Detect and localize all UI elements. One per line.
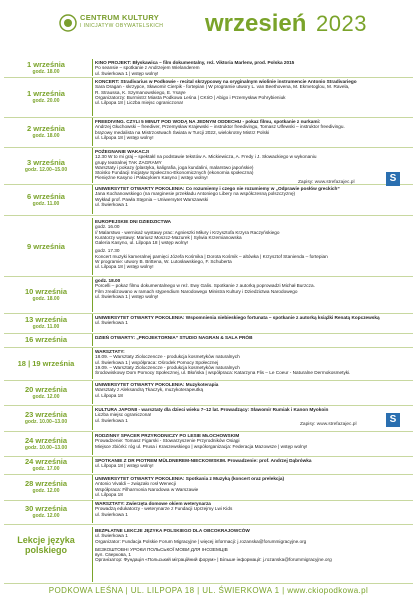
event-line: Prowadzenie: Tomasz Figarski - Stowarzyszenie Przyrodników Osiągi	[95, 438, 240, 444]
event-line: ul. Lilpopa 18 | wstęp wolny!	[95, 463, 154, 469]
event-line: Prowadzą edukatorzy - weterynarze z Fundacji Uprzejmy Lwi Kids	[95, 506, 233, 512]
event-row	[0, 457, 417, 473]
event-row	[0, 185, 417, 214]
event-line: KULTURA JAPONII - warsztaty dla dzieci wieku 7–12 lat. Prowadzący: Sławomir Rumiak i Kanon Myokoin	[95, 407, 329, 412]
event-line: вул. Сверкова, 1	[95, 552, 131, 558]
event-date-block	[4, 243, 88, 251]
event-line: БЕЗКОШТОВНІ УРОКИ ПОЛЬСЬКОЇ МОВИ ДЛЯ ІНОЗЕМЦІВ	[95, 546, 228, 552]
divider	[92, 457, 93, 473]
page-title: wrzesień	[205, 10, 307, 37]
event-line: ul. Świerkowa 1 | współpraca: Ośrodek Pomocy Społecznej	[95, 359, 219, 365]
event-date-block	[4, 336, 88, 344]
event-time: godz. 11.00	[32, 324, 60, 330]
event-details	[95, 79, 413, 105]
event-date-block	[4, 61, 88, 75]
event-details	[95, 119, 413, 140]
event-line: Po seansie – spotkanie z Andrzejem Wielanderem	[95, 65, 200, 71]
event-date-block	[4, 505, 88, 519]
event-line: ul. Lilpopa 18 | wstęp wolny!	[95, 264, 154, 270]
event-line: R. Straussa, K. Szymanowskiego, E. Ysaÿe	[95, 89, 186, 95]
event-date: 2 września	[27, 124, 65, 133]
event-date-block	[4, 411, 88, 425]
header	[0, 0, 417, 48]
event-details	[95, 315, 413, 326]
divider	[92, 78, 93, 116]
event-row	[0, 59, 417, 76]
event-details	[95, 501, 413, 517]
event-time: godz. 12.00	[32, 512, 60, 519]
event-line: // Malarstwo - wernisaż wystawy prac: Agnieszki Miłury i Krzysztofa Krzyra Raczyńskiego	[95, 229, 280, 235]
strefa-badge-icon: S	[386, 172, 400, 186]
divider	[92, 218, 93, 275]
event-line: Організатор: Фундація «Польський міграційний форум» | Більше інформації: j.rozanska@forummigracyjne.org	[95, 557, 332, 563]
event-line: ul. Świerkowa 1 | wstęp wolny!	[95, 293, 159, 299]
event-details	[95, 349, 413, 375]
divider	[92, 185, 93, 214]
divider	[92, 500, 93, 523]
event-line: KONCERT: Stradivarius w Podkowie - recital skrzypcowy na oryginalnym wiolinie instrumencie Antonio Stradivariego	[95, 79, 357, 84]
event-date: 1 września	[27, 59, 65, 69]
divider	[92, 59, 93, 76]
event-line: Film zrealizowano w ramach stypendium Narodowego Ministra Kultury i Dziedzictwa Narodowego	[95, 288, 298, 294]
event-line: Warsztaty i pokazy (plastyka, kaligrafia, joga kundalini, malarstwo japońskie)	[95, 164, 254, 170]
event-time: godz. 18.00	[32, 133, 60, 139]
event-date: 16 września	[24, 335, 68, 344]
event-date: 1 września	[27, 89, 65, 98]
event-row	[0, 432, 417, 455]
logo-text-main: CENTRUM KULTURY	[80, 13, 160, 22]
event-line: ul. Lilpopa 18	[95, 491, 123, 497]
event-time: godz. 20.00	[32, 98, 60, 104]
event-line: UNIWERSYTET OTWARTY POKOLENIA: Co rozumiemy i czego nie rozumiemy w „Odprawie posłów greckich”	[95, 186, 340, 191]
event-date: 3 września	[27, 157, 65, 167]
strefa-badge-icon-2: S	[386, 413, 400, 427]
event-date: 18 | 19 września	[17, 358, 75, 368]
event-date: 23 września	[24, 410, 68, 419]
event-time: godz. 18.00	[32, 295, 60, 302]
divider	[92, 527, 93, 582]
divider	[92, 314, 93, 332]
event-date-block	[4, 386, 88, 400]
divider	[92, 406, 93, 430]
event-date-block	[4, 535, 88, 555]
event-line: Współpraca: Filharmonia Narodowa w Warszawie	[95, 486, 199, 492]
event-line: Organizator: Fundacja Polskie Forum Migracyjne | więcej informacji: j.rozanska@forummigracyjne.org	[95, 538, 307, 544]
event-date: 30 września	[24, 503, 68, 513]
event-line: Antonio Vivaldi – związało rosł Wenecji	[95, 481, 176, 487]
event-line: Koncert muzyki kameralnej pamięci Józefa Kośmika | Dorota Kośmik – altówka | Krzysztof Stanienda – fortepian	[95, 253, 328, 259]
event-line: 18.09. – Warsztaty Zioloczencze - produkcja kosmetyków naturalnych	[95, 354, 240, 360]
event-line: POŻEGNANIE WAKACJI	[95, 149, 149, 154]
event-line: Pieniężne Kasyno i Pałacykiem Kasyno | wstęp wolny!	[95, 175, 208, 181]
event-line: 19.09. – Warsztaty Zioloczencze - produkcja kosmetyków naturalnych	[95, 364, 240, 370]
event-line: ul. Świerkowa 1	[95, 511, 128, 517]
event-row	[0, 500, 417, 523]
event-details	[95, 60, 413, 76]
event-line: BEZPŁATNE LEKCJE JĘZYKA POLSKIEGO DLA OBCOKRAJOWCÓW	[95, 528, 250, 533]
row-separator	[4, 524, 413, 525]
event-date: 6 września	[27, 191, 65, 201]
row-separator	[4, 215, 413, 216]
event-date-block	[4, 159, 88, 173]
divider	[92, 432, 93, 455]
event-line: Liczba miejsc ograniczona!	[95, 412, 152, 418]
event-line: UNIWERSYTET OTWARTY POKOLENIA: Muzykoterapia	[95, 382, 219, 387]
event-line: ul. Świerkowa 1	[95, 320, 128, 326]
event-time: godz. 12.00	[32, 488, 60, 494]
event-line: ul. Świerkowa 1	[95, 533, 128, 539]
event-time: godz. 18.00	[32, 68, 60, 75]
event-row	[0, 527, 417, 582]
event-details	[95, 407, 413, 423]
event-line: ul. Lilpopa 18 | wstęp wolny!	[95, 134, 154, 140]
event-line: Organizatorzy: Burmistrz Miasta Podkowa Leśna | CKIiO | Abigo i Przemysław Pohrybieniuk	[95, 94, 286, 100]
event-line: ul. Świerkowa 1 | wstęp wolny!	[95, 70, 159, 76]
event-row	[0, 118, 417, 146]
signup-link-1[interactable]: Zapisy: www.strefazajec.pl	[298, 180, 355, 185]
event-date-block	[4, 360, 88, 368]
divider	[92, 381, 93, 404]
event-details	[95, 382, 413, 398]
event-details	[95, 433, 413, 449]
event-line: Andrzej Głuchowski – freediver, Przemysław Krajewski – instruktor freedivingu, Tomasz Ulfewski – instruktor freedivingu.	[95, 124, 345, 130]
event-details	[95, 186, 413, 207]
event-time: godz. 10.00–13.00	[24, 444, 68, 451]
event-line: godz. 16.00	[95, 224, 120, 230]
event-date: 24 września	[24, 435, 68, 445]
event-line: Warsztaty z Aleksandrą Tkaczyk, muzykoterapeutką	[95, 387, 204, 393]
footer: PODKOWA LEŚNA | UL. LILPOPA 18 | UL. ŚWIERKOWA 1 | www.ckiopodkowa.pl	[48, 586, 369, 595]
event-date: 10 września	[24, 286, 68, 296]
event-date-block	[4, 125, 88, 139]
row-separator	[4, 583, 413, 584]
event-line: grupy teatralnej TAK ZAGRAMY	[95, 159, 162, 165]
event-row	[0, 218, 417, 275]
event-time: godz. 12.00–15.00	[24, 166, 68, 173]
event-date-block	[4, 193, 88, 207]
event-line: ul. Lilpopa 18 | Liczba miejsc ograniczona!	[95, 100, 183, 106]
event-date-block	[4, 458, 88, 472]
event-line: FREEDIVING. CZYLI 5 MINUT POD WODĄ NA JEDNYM ODDECHU - pokaz filmu, spotkanie z nurkami:	[95, 119, 321, 124]
event-row	[0, 334, 417, 346]
event-line: Galeria Kasyno, ul. Lilpopa 18 | wstęp wolny!	[95, 240, 189, 246]
event-line: Środowiskowy Dom Pomocy Społecznej, ul. Błońska | współpraca: Katarzyna Flis – Le Coeur - Naturalne Dermokosmetyki.	[95, 370, 351, 376]
event-date: 24 września	[24, 457, 68, 466]
event-row	[0, 78, 417, 116]
event-line: Porcelli – pokaz filmu dokumentalnego w reż. Ewy Galis. Spotkanie z autorką poprowadzi Michał Burzcza.	[95, 283, 315, 289]
event-date: 9 września	[27, 241, 65, 251]
event-line: W programie: utwory B. Brittena, W. Lutosławskiego, F. Schuberta	[95, 259, 232, 265]
event-details	[95, 458, 413, 469]
event-line: Kuratorzy wystawy: Mariusz Moszcz-Mazurek | Sylwia Krzemianowska	[95, 234, 242, 240]
event-line: 12.30 W to mi graj – spektakl na podstawie tekstów A. Mickiewicza, A. Fredy i J. Słowackiego w wykonaniu	[95, 154, 317, 160]
logo-text-sub: I INICJATYW OBYWATELSKICH	[80, 23, 164, 29]
event-row	[0, 148, 417, 183]
divider	[92, 334, 93, 346]
event-line: Sara Dragan - skrzypce, Sławomir Cierpik - fortepian | W programie utwory L. van Beethovena, M. Ekmetoglou, M. Ravela,	[95, 84, 350, 90]
event-date: Lekcje języka polskiego	[17, 535, 75, 555]
event-line: Wykład prof. Pawła Stępnia – Uniwersytet Warszawski	[95, 196, 209, 202]
event-time: godz. 11.00	[32, 200, 60, 207]
event-row	[0, 277, 417, 312]
event-details	[95, 278, 413, 299]
event-line: ul. Lilpopa 18	[95, 392, 123, 398]
event-line: RODZINNY SPACER PRZYRODNICZY PO LESIE MŁOCHOWSKIM	[95, 433, 240, 438]
event-line: Miejsce zbiórki: róg ul. Prusa i Kraszewskiego | współorganizacja: Federacja Mazowsze | wstęp wolny!	[95, 443, 308, 449]
event-line: KINO PROJEKT: Błyskawica – film dokumentalny, reż. Viktoria Marlenv, prod. Polska 2015	[95, 60, 295, 65]
event-date: 28 września	[24, 479, 68, 488]
event-line: UNIWERSYTET OTWARTY POKOLENIA: Spotkania z Muzyką (koncert oraz prelekcja)	[95, 476, 285, 481]
event-date-block	[4, 288, 88, 302]
event-row	[0, 348, 417, 379]
event-date-block	[4, 90, 88, 104]
event-line: godz. 17.30	[95, 248, 120, 254]
event-details	[95, 149, 413, 181]
event-date: 20 września	[24, 384, 68, 394]
event-line: SPOTKANIE Z DR PIOTREM MÜLDNEREM-NIECKOWSKIM. Prowadzenie: prof. Andrzej Dąbrówka	[95, 458, 312, 463]
event-line: godz. 18.00	[95, 278, 121, 283]
logo	[58, 11, 164, 35]
divider	[92, 148, 93, 183]
event-line: DZIEŃ OTWARTY: „PROJEKTORNIA” STUDIO NAGRAN & SALA PRÓB	[95, 335, 253, 340]
page-year: 2023	[316, 11, 367, 36]
event-line: Jana Kochanowskiego (na marginesie przekładu Antoniego Libery na współczesną polszczyznę)	[95, 191, 296, 197]
event-line: EUROPEJSKIE DNI DZIEDZICTWA	[95, 219, 172, 224]
event-line: WARSZTATY: Zwierzęta domowe okiem weterynarza	[95, 501, 211, 506]
event-time: godz. 10.00–13.00	[24, 419, 68, 425]
event-row	[0, 381, 417, 404]
event-line: UNIWERSYTET OTWARTY POKOLENIA: Wspomnienia niebieskiego fortunata – spotkanie z autorką książki Renatą Kopczewską	[95, 315, 380, 320]
divider	[92, 348, 93, 379]
divider	[92, 118, 93, 146]
event-date: 13 września	[24, 315, 68, 324]
event-line: WARSZTATY:	[95, 349, 125, 354]
event-row	[0, 314, 417, 332]
event-time: godz. 12.00	[32, 393, 60, 400]
event-date-block	[4, 480, 88, 494]
event-details	[95, 528, 413, 563]
divider	[92, 475, 93, 499]
event-date-block	[4, 316, 88, 330]
signup-link-2[interactable]: Zapisy: www.strefazajec.pl	[300, 422, 357, 427]
event-details	[95, 335, 413, 340]
event-details	[95, 219, 413, 270]
event-time: godz. 17.00	[32, 466, 60, 472]
event-date-block	[4, 437, 88, 451]
logo-icon	[58, 13, 78, 33]
event-line: brązowy medalista na Mistrzostwach Świata w Turcji 2022, wielokrotny Mistrz Polski	[95, 129, 270, 135]
event-row	[0, 475, 417, 499]
event-line: ul. Świerkowa 1	[95, 417, 128, 423]
event-line: Stoisko Fundacji Inicjatyw Społeczno-Ekonomicznych (ekonomia społeczna)	[95, 170, 254, 176]
event-line: ul. Świerkowa 1	[95, 201, 128, 207]
divider	[92, 277, 93, 312]
event-details	[95, 476, 413, 497]
